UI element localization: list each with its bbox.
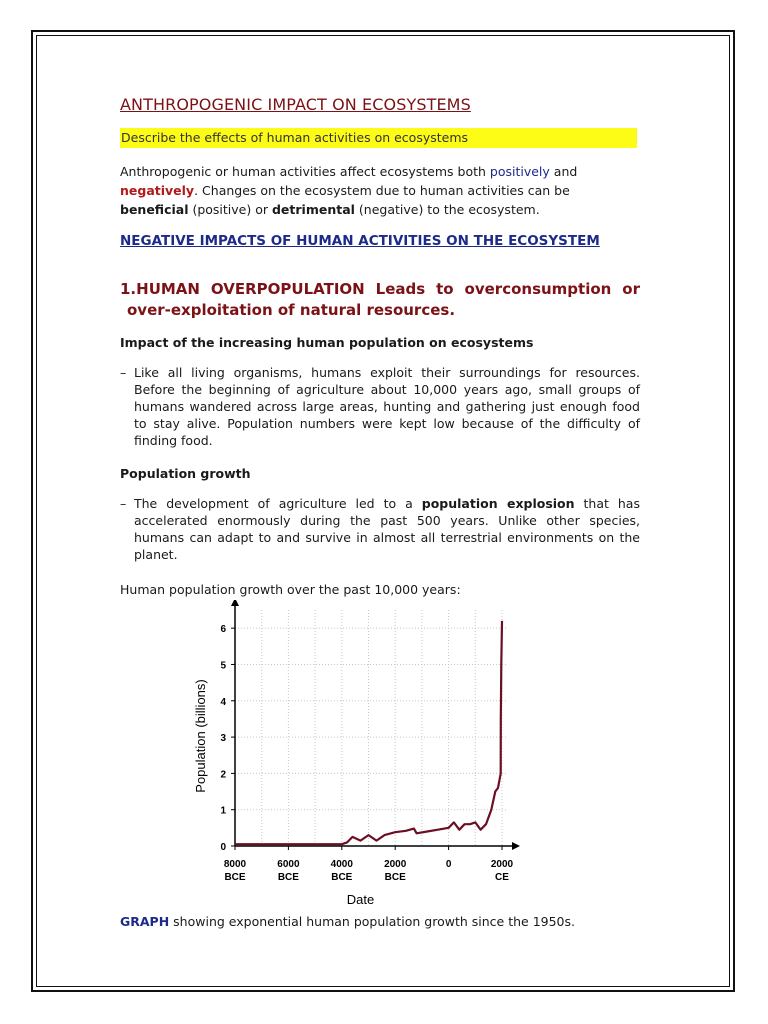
list-item	[120, 495, 640, 563]
population-chart-svg	[180, 600, 540, 910]
intro-paragraph	[120, 162, 640, 219]
detrimental-word: detrimental	[271, 202, 355, 217]
population-explosion-term: population explosion	[421, 496, 575, 511]
bullet-text-part: The development of agriculture led to a	[134, 496, 422, 511]
x-tick-label: 4000	[330, 859, 353, 870]
x-tick-label: 2000	[490, 859, 514, 870]
x-tick-label: 2000	[384, 859, 407, 870]
beneficial-word: beneficial	[120, 202, 189, 217]
intro-text-3: . Changes on the ecosystem due to human activities can be	[194, 183, 570, 198]
graph-label: GRAPH	[120, 914, 170, 929]
negative-impacts-heading: NEGATIVE IMPACTS OF HUMAN ACTIVITIES ON THE ECOSYSTEM	[120, 233, 600, 249]
x-tick-label-era: BCE	[277, 872, 299, 883]
x-tick-label: 8000	[223, 859, 247, 870]
dash-bullet: –	[120, 496, 127, 511]
x-tick-label: 6000	[277, 859, 300, 870]
y-tick-label: 0	[220, 842, 226, 853]
y-tick-label: 1	[220, 805, 226, 817]
x-tick-label-era: BCE	[224, 872, 246, 883]
y-tick-label: 2	[220, 769, 226, 781]
page-title: ANTHROPOGENIC IMPACT ON ECOSYSTEMS	[120, 95, 471, 114]
document-body	[120, 95, 640, 599]
bullet-text-part: that has accelerated enormously during the past 500 years. Unlike other species, humans can adapt to and survive in almost all terrestrial environments on the planet.	[134, 496, 640, 562]
graph-caption-text: showing exponential human population growth since the 1950s.	[169, 914, 575, 929]
intro-text-2: and	[549, 164, 578, 179]
x-axis-label: Date	[346, 892, 375, 907]
dash-bullet: –	[120, 365, 127, 380]
negatively-word: negatively	[120, 183, 195, 198]
positively-word: positively	[489, 164, 550, 179]
learning-objective: Describe the effects of human activities on ecosystems	[120, 128, 637, 148]
population-series-line	[235, 621, 502, 844]
y-tick-label: 6	[220, 624, 226, 636]
intro-text-5: (negative) to the ecosystem.	[354, 202, 540, 217]
x-tick-label: 0	[445, 859, 452, 870]
intro-text-1: Anthropogenic or human activities affect ecosystems both	[120, 164, 490, 179]
population-growth-heading: Population growth	[120, 466, 251, 481]
y-tick-label: 3	[220, 733, 226, 745]
x-axis-arrow-icon	[512, 842, 520, 850]
section-heading-overpopulation: 1.HUMAN OVERPOPULATION Leads to overconsumption or over-exploitation of natural resources.	[120, 280, 640, 319]
graph-caption	[120, 914, 575, 929]
list-item	[120, 364, 640, 449]
x-tick-label-era: BCE	[331, 872, 353, 883]
y-axis-label: Population (billions)	[193, 679, 208, 793]
intro-text-4: (positive) or	[188, 202, 272, 217]
y-tick-label: 4	[220, 696, 226, 708]
x-tick-label-era: CE	[495, 872, 509, 883]
x-tick-label-era: BCE	[384, 872, 406, 883]
y-axis-arrow-icon	[231, 600, 239, 606]
population-chart	[180, 600, 540, 910]
y-tick-label: 5	[220, 660, 226, 672]
bullet-text	[134, 496, 640, 562]
graph-intro: Human population growth over the past 10,000 years:	[120, 582, 461, 597]
bullet-text: Like all living organisms, humans exploit their surroundings for resources. Before the beginning of agriculture about 10,000 years ago, small groups of humans wandered across large areas, hunting and gathering just enough food to stay alive. Population numbers were kept low because of the difficulty of finding food.	[134, 365, 640, 448]
impact-heading: Impact of the increasing human population on ecosystems	[120, 335, 534, 350]
